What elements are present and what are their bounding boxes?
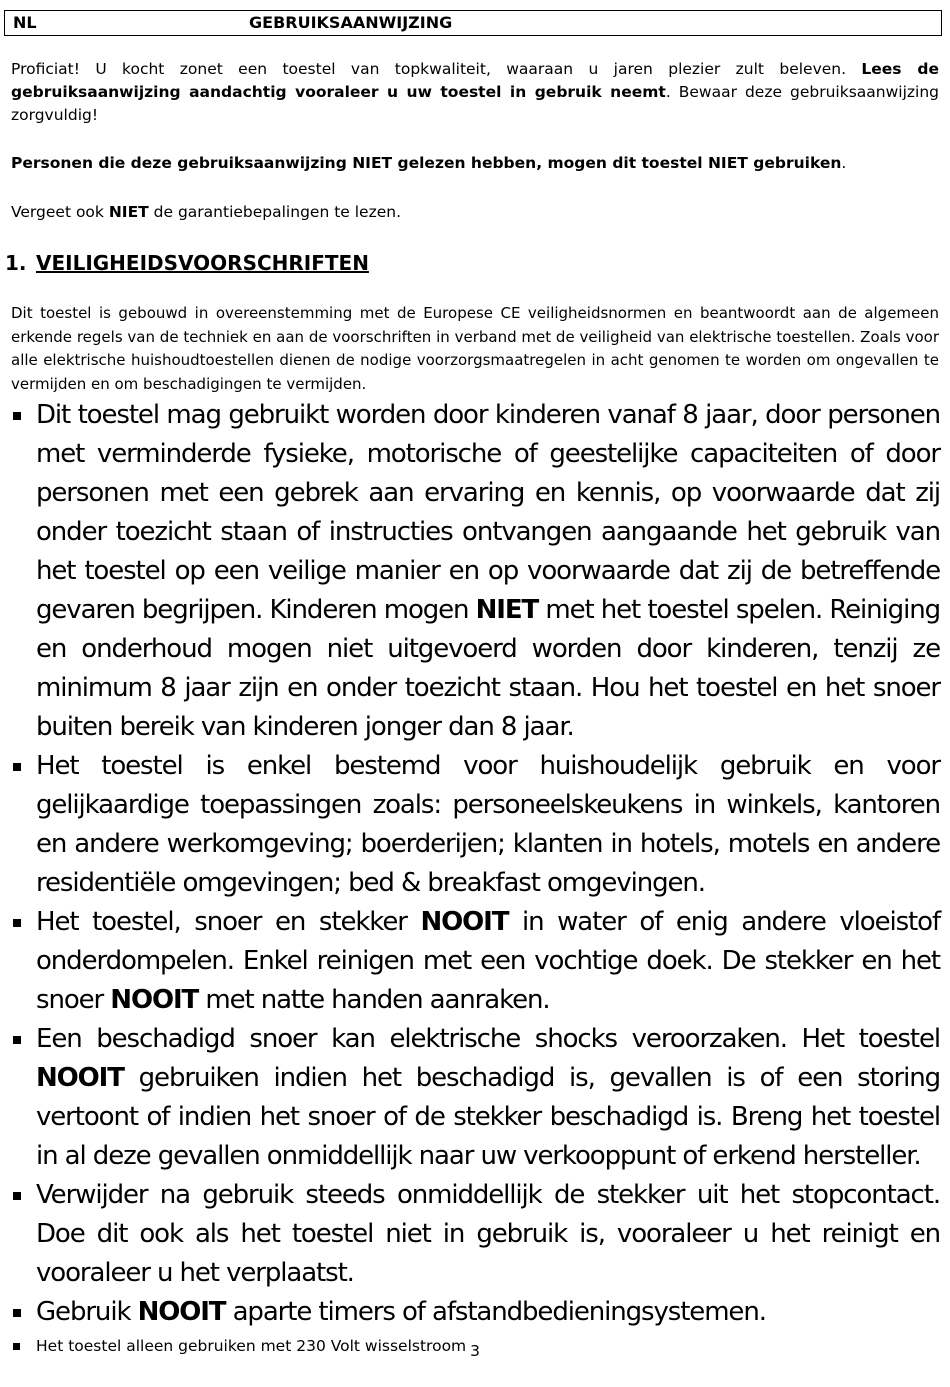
- intro-paragraph: [11, 58, 939, 127]
- bullet-text: in water of enig andere vloeistof onderdompelen. Enkel reinigen met een vochtige doek. De stekker en het snoer: [36, 907, 940, 1015]
- bullet-icon: [13, 412, 21, 420]
- list-item: [0, 396, 940, 747]
- bullet-text: met natte handen aanraken.: [198, 985, 550, 1015]
- bullet-text: Gebruik: [36, 1297, 138, 1327]
- guarantee-text: Vergeet ook: [11, 203, 109, 221]
- bullet-bold-text: NIET: [475, 595, 539, 625]
- bullet-text: Het toestel, snoer en stekker: [36, 907, 421, 937]
- list-item: [0, 747, 940, 903]
- warning-text: Personen die deze gebruiksaanwijzing NIET gelezen hebben, mogen dit toestel NIET gebruiken: [11, 154, 842, 172]
- safety-list: [0, 396, 950, 1358]
- list-item: [0, 1176, 940, 1293]
- intro-bold-text: Lees de gebruiksaanwijzing aandachtig vooraleer u uw toestel in gebruik neemt: [11, 60, 939, 101]
- bullet-text: Dit toestel mag gebruikt worden door kinderen vanaf 8 jaar, door personen met verminderde fysieke, motorische of geestelijke capaciteiten of door personen met een gebrek aan ervaring en kennis, op voorwaarde dat zij onder toezicht staan of instructies ontvangen aangaande het gebruik van het toestel op een veilige manier en op voorwaarde dat zij de betreffende gevaren begrijpen. Kinderen mogen: [36, 400, 940, 625]
- guarantee-bold-text: NIET: [108, 203, 149, 221]
- bullet-icon: [13, 1036, 21, 1044]
- guarantee-paragraph: [11, 201, 939, 224]
- warning-end: .: [841, 154, 847, 172]
- list-item: [0, 1293, 940, 1332]
- intro-text: Proficiat! U kocht zonet een toestel van topkwaliteit, waaraan u jaren plezier zult beleven.: [11, 60, 862, 78]
- warning-paragraph: [11, 152, 939, 175]
- bullet-bold-text: NOOIT: [110, 985, 199, 1015]
- bullet-text: Het toestel alleen gebruiken met 230 Volt wisselstroom: [36, 1337, 467, 1355]
- document-header: [4, 10, 942, 36]
- bullet-text: Het toestel is enkel bestemd voor huishoudelijk gebruik en voor gelijkaardige toepassingen zoals: personeelskeukens in winkels, kantoren en andere werkomgeving; boerderijen; klanten in hotels, motels en andere residentiële omgevingen; bed & breakfast omgevingen.: [36, 751, 940, 898]
- bullet-bold-text: NOOIT: [420, 907, 509, 937]
- section-heading: [5, 250, 369, 276]
- bullet-text: Een beschadigd snoer kan elektrische shocks veroorzaken. Het toestel: [36, 1024, 940, 1054]
- section-title: VEILIGHEIDSVOORSCHRIFTEN: [36, 251, 369, 275]
- guarantee-text-end: de garantiebepalingen te lezen.: [148, 203, 401, 221]
- bullet-text: aparte timers of afstandbedieningsystemen.: [225, 1297, 766, 1327]
- bullet-icon: [13, 919, 21, 927]
- bullet-text: met het toestel spelen. Reiniging en onderhoud mogen niet uitgevoerd worden door kinderen, tenzij ze minimum 8 jaar zijn en onder toezicht staan. Hou het toestel en het snoer buiten bereik van kinderen jonger dan 8 jaar.: [36, 595, 940, 742]
- section-number: 1.: [5, 251, 27, 275]
- document-title: GEBRUIKSAANWIJZING: [249, 13, 453, 32]
- bullet-icon: [13, 1309, 21, 1317]
- safety-intro-paragraph: Dit toestel is gebouwd in overeenstemming met de Europese CE veiligheidsnormen en beantwoordt aan de algemeen erkende regels van de techniek en aan de voorschriften in verband met de veiligheid van elektrische toestellen. Zoals voor alle elektrische huishoudtoestellen dienen de nodige voorzorgsmaatregelen in acht genomen te worden om ongevallen te vermijden en om beschadigingen te vermijden.: [11, 304, 939, 393]
- language-code: NL: [13, 13, 37, 32]
- bullet-bold-text: NOOIT: [36, 1063, 124, 1093]
- bullet-icon: [13, 1192, 21, 1200]
- bullet-text: Verwijder na gebruik steeds onmiddellijk de stekker uit het stopcontact. Doe dit ook als het toestel niet in gebruik is, vooraleer u het reinigt en vooraleer u het verplaatst.: [36, 1180, 940, 1288]
- intro-text-end: . Bewaar deze gebruiksaanwijzing zorgvuldig!: [11, 83, 939, 124]
- bullet-bold-text: NOOIT: [137, 1297, 226, 1327]
- list-item: [0, 903, 940, 1020]
- bullet-icon: [13, 763, 21, 771]
- bullet-text: gebruiken indien het beschadigd is, gevallen is of een storing vertoont of indien het snoer of de stekker beschadigd is. Breng het toestel in al deze gevallen onmiddellijk naar uw verkooppunt of erkend hersteller.: [36, 1063, 940, 1171]
- page-number: 3: [470, 1342, 480, 1360]
- list-item: [0, 1020, 940, 1176]
